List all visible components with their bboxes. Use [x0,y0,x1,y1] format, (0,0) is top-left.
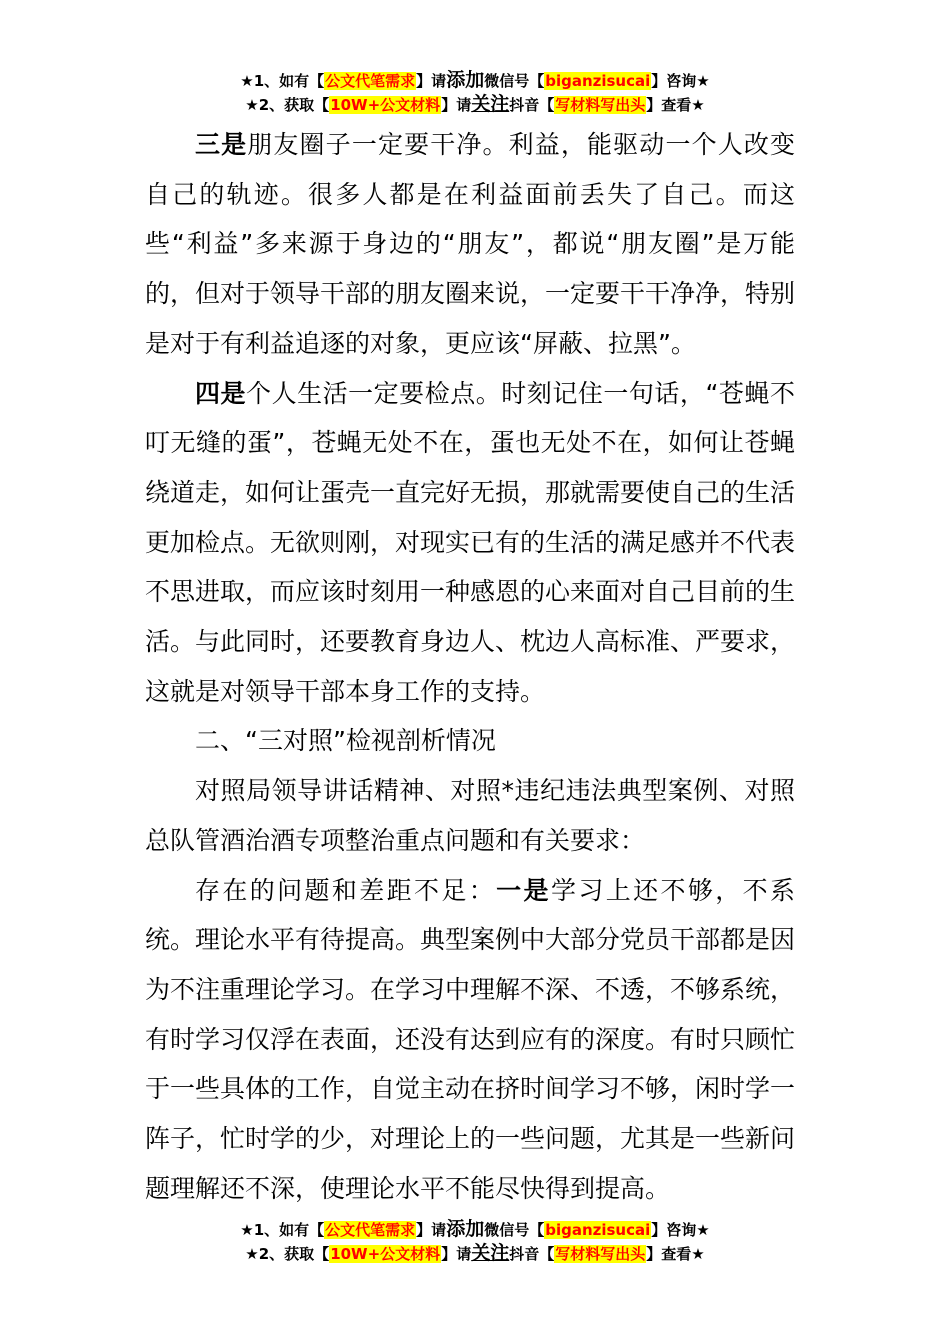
banner-line-1: ★1、如有【公文代笔需求】请添加微信号【biganzisucai】咨询★ [240,69,710,91]
highlight-wechat-id: biganzisucai [545,72,651,90]
highlight-materials: 10W+公文材料 [330,96,441,114]
highlight-service: 公文代笔需求 [325,72,416,90]
banner-line-2: ★2、获取【10W+公文材料】请关注抖音【写材料写出头】查看★ [245,1242,705,1264]
bottom-banner [0,1217,950,1265]
banner-line-1: ★1、如有【公文代笔需求】请添加微信号【biganzisucai】咨询★ [240,1218,710,1240]
top-banner [0,68,950,116]
highlight-douyin-id: 写材料写出头 [555,1245,646,1263]
banner-line-2: ★2、获取【10W+公文材料】请关注抖音【写材料写出头】查看★ [245,93,705,115]
highlight-materials: 10W+公文材料 [330,1245,441,1263]
highlight-wechat-id: biganzisucai [545,1221,651,1239]
highlight-douyin-id: 写材料写出头 [555,96,646,114]
paragraph-four: 四是个人生活一定要检点。时刻记住一句话，“苍蝇不叮无缝的蛋”，苍蝇无处不在，蛋也无处不在，如何让苍蝇绕道走，如何让蛋壳一直完好无损，那就需要使自己的生活更加检点。无欲则刚，对现实已有的生活的满足感并不代表不思进取，而应该时刻用一种感恩的心来面对自己目前的生活。与此同时，还要教育身边人、枕边人高标准、严要求，这就是对领导干部本身工作的支持。 [145,378,796,706]
section-heading: 二、“三对照”检视剖析情况 [195,726,496,756]
paragraph-problems: 存在的问题和差距不足：一是学习上还不够，不系统。理论水平有待提高。典型案例中大部分党员干部都是因为不注重理论学习。在学习中理解不深、不透，不够系统，有时学习仅浮在表面，还没有达到应有的深度。有时只顾忙于一些具体的工作，自觉主动在挤时间学习不够，闲时学一阵子，忙时学的少，对理论上的一些问题，尤其是一些新问题理解还不深，使理论水平不能尽快得到提高。 [145,875,796,1203]
paragraph-three: 三是朋友圈子一定要干净。利益，能驱动一个人改变自己的轨迹。很多人都是在利益面前丢失了自己。而这些“利益”多来源于身边的“朋友”，都说“朋友圈”是万能的，但对于领导干部的朋友圈来说，一定要干干净净，特别是对于有利益追逐的对象，更应该“屏蔽、拉黑”。 [145,130,796,358]
document-body [145,120,795,1213]
highlight-service: 公文代笔需求 [325,1221,416,1239]
paragraph-comparison: 对照局领导讲话精神、对照*违纪违法典型案例、对照总队管酒治酒专项整治重点问题和有关要求： [145,776,795,855]
